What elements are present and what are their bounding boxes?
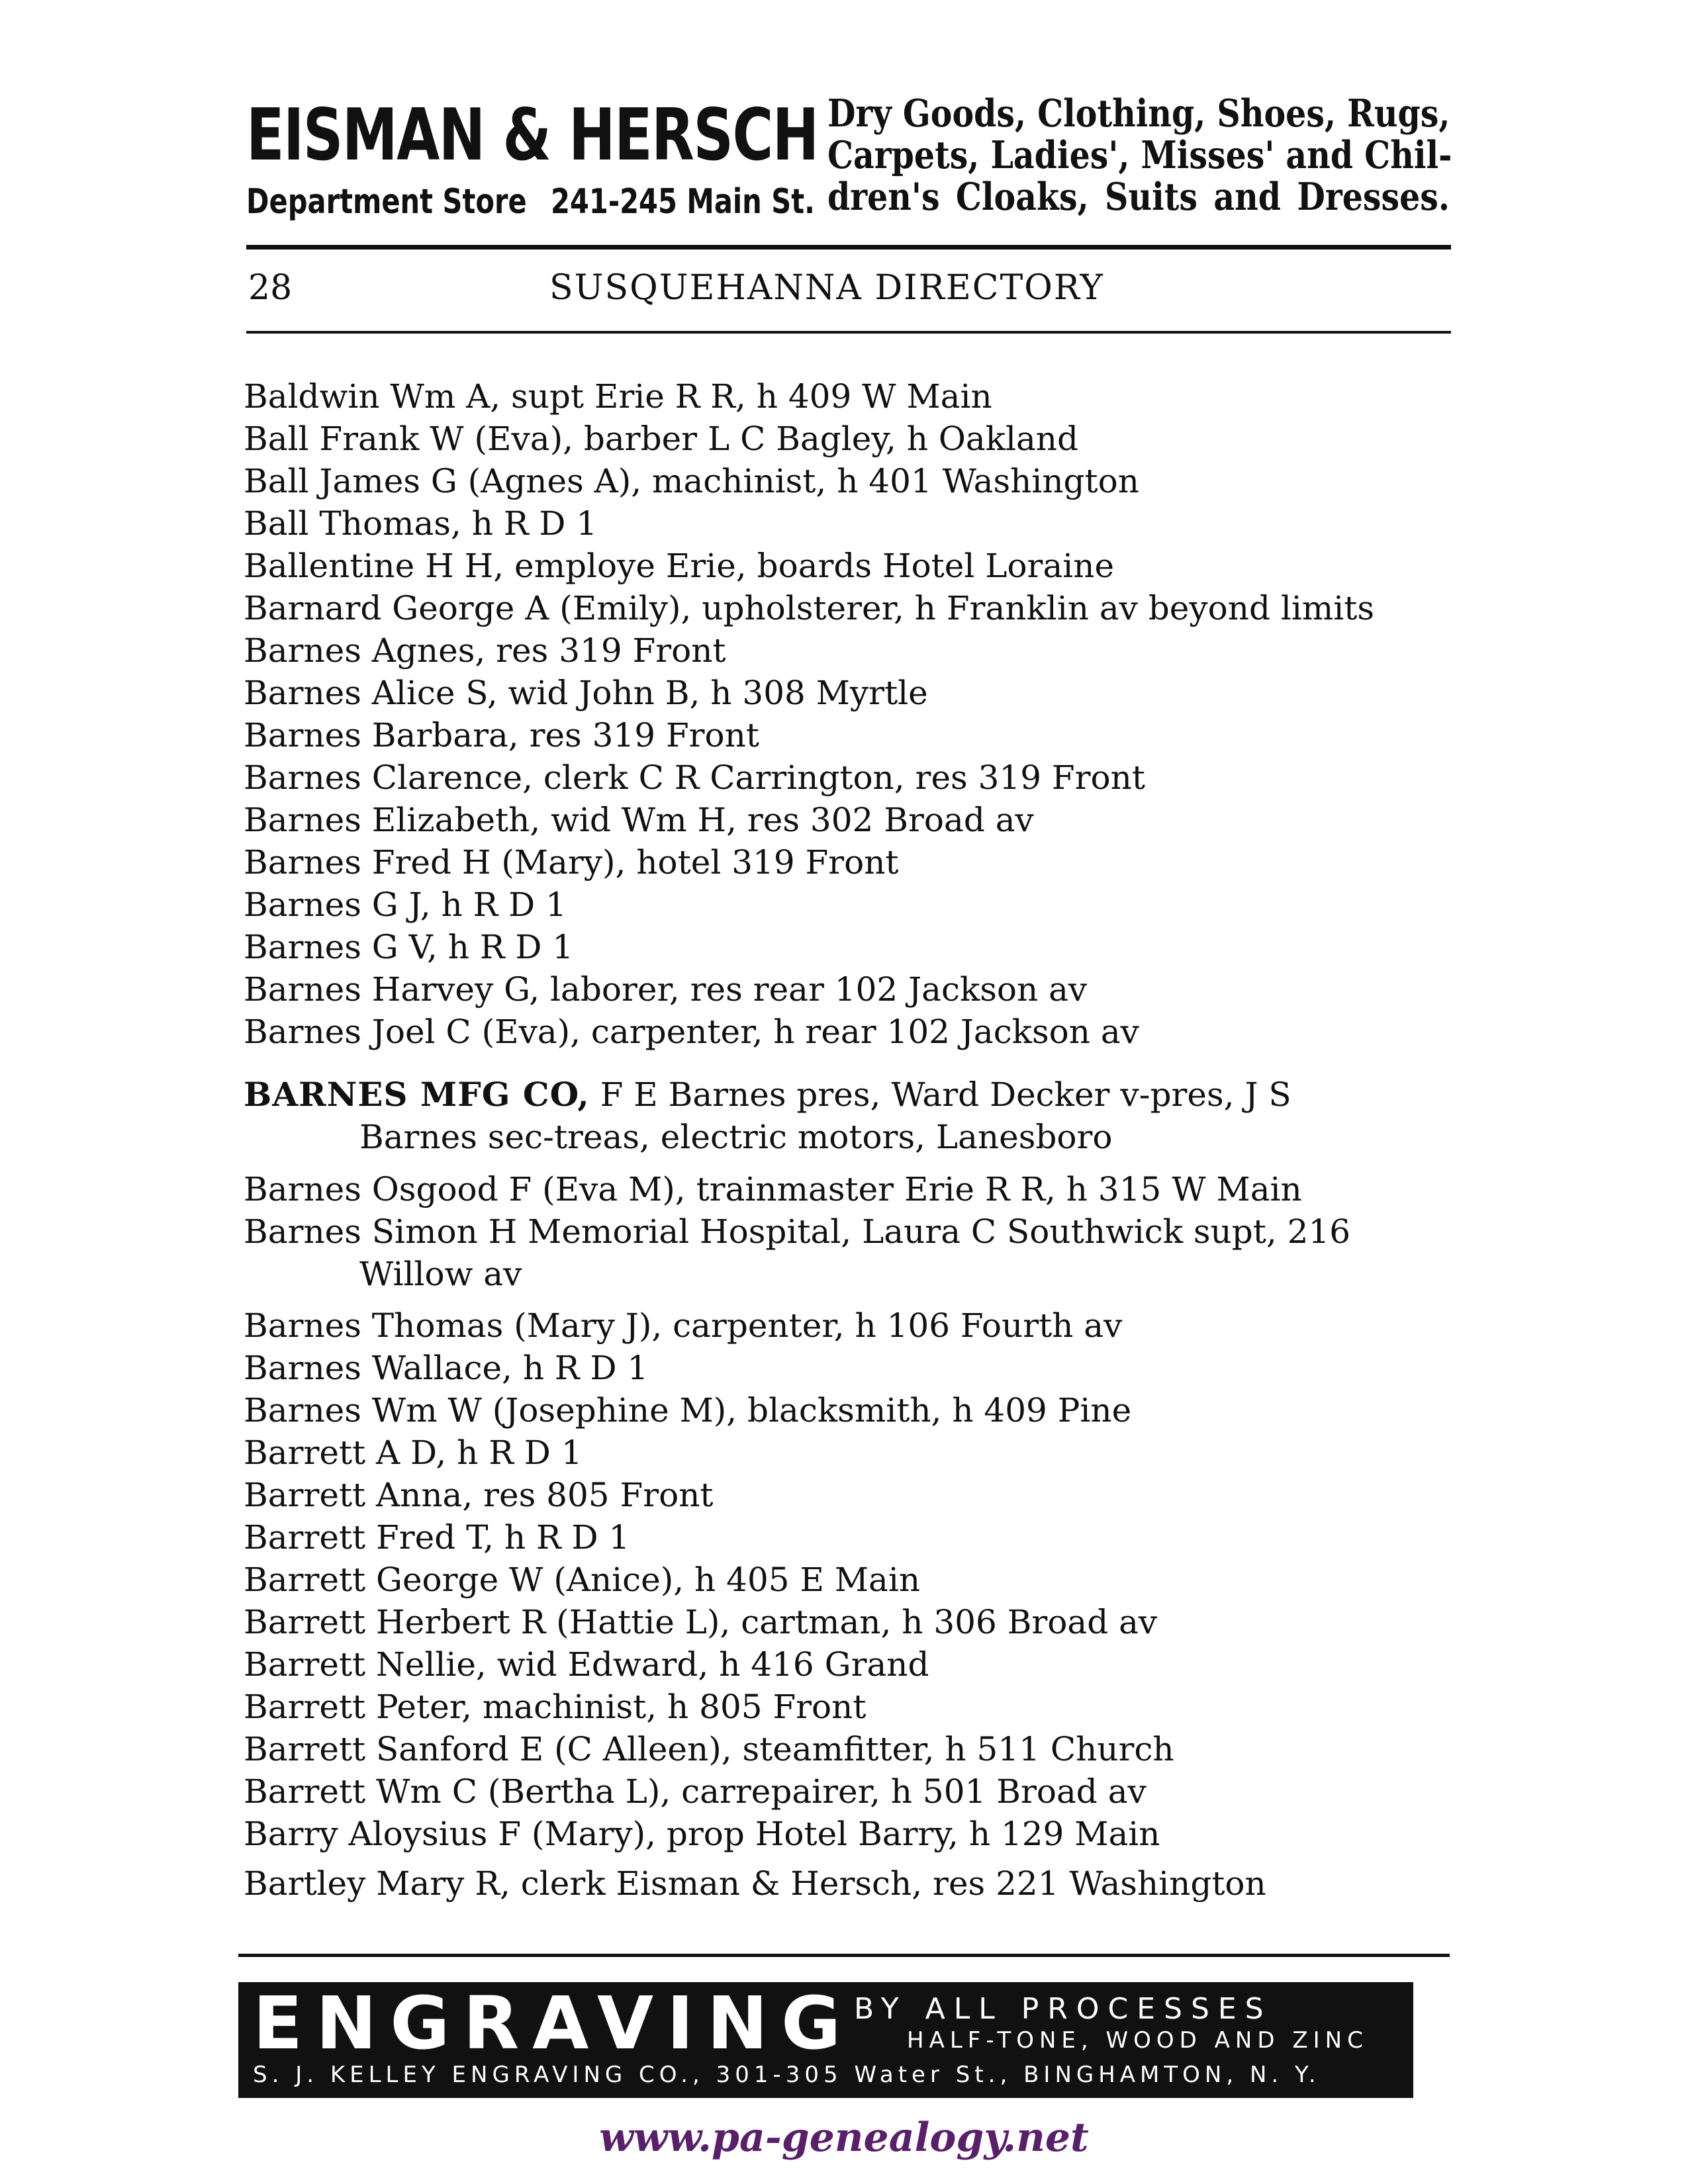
directory-entry: Barrett Sanford E (C Alleen), steamfitter, h 511 Church bbox=[244, 1730, 1174, 1768]
goods-line: Carpets, Ladies', Misses' and Chil- bbox=[827, 133, 1452, 177]
page-title: SUSQUEHANNA DIRECTORY bbox=[549, 268, 1104, 308]
engraving-advertisement bbox=[238, 1982, 1413, 2098]
directory-entry: Barnes Thomas (Mary J), carpenter, h 106 Fourth av bbox=[244, 1306, 1123, 1345]
directory-entry: Barnes Agnes, res 319 Front bbox=[244, 631, 726, 670]
goods-line: dren's Cloaks, Suits and Dresses. bbox=[827, 175, 1450, 219]
entry-continuation: Barnes sec-treas, electric motors, Lanesboro bbox=[359, 1118, 1113, 1156]
directory-entry: Ballentine H H, employe Erie, boards Hotel Loraine bbox=[244, 547, 1115, 585]
directory-entry: Barrett A D, h R D 1 bbox=[244, 1433, 583, 1472]
engraving-headline: ENGRAVING bbox=[253, 1982, 855, 2066]
directory-entry: Ball Thomas, h R D 1 bbox=[244, 504, 598, 543]
business-name: BARNES MFG CO, bbox=[244, 1075, 590, 1114]
directory-entry bbox=[244, 1210, 1455, 1295]
directory-entry: Ball Frank W (Eva), barber L C Bagley, h Oakland bbox=[244, 420, 1078, 458]
directory-entry: Barry Aloysius F (Mary), prop Hotel Barry, h 129 Main bbox=[244, 1815, 1160, 1853]
entry-continuation: Willow av bbox=[359, 1255, 522, 1293]
engraving-company: S. J. KELLEY ENGRAVING CO., 301-305 Water St., BINGHAMTON, N. Y. bbox=[253, 2062, 1321, 2088]
directory-entry: Bartley Mary R, clerk Eisman & Hersch, res 221 Washington bbox=[244, 1864, 1266, 1903]
directory-entry: Barnes Wallace, h R D 1 bbox=[244, 1349, 649, 1387]
directory-entry: Barrett Nellie, wid Edward, h 416 Grand bbox=[244, 1645, 929, 1684]
directory-entry: Barnes Joel C (Eva), carpenter, h rear 102 Jackson av bbox=[244, 1013, 1139, 1051]
store-type: Department Store bbox=[246, 182, 527, 222]
directory-entry: Barrett George W (Anice), h 405 E Main bbox=[244, 1561, 921, 1599]
entry-text: Barnes Simon H Memorial Hospital, Laura C Southwick supt, 216 bbox=[244, 1212, 1351, 1251]
directory-entry: Barnard George A (Emily), upholsterer, h Franklin av beyond limits bbox=[244, 589, 1374, 627]
directory-entry: Barnes Barbara, res 319 Front bbox=[244, 716, 759, 754]
directory-entry: Ball James G (Agnes A), machinist, h 401 Washington bbox=[244, 462, 1139, 500]
directory-entry: Barrett Fred T, h R D 1 bbox=[244, 1518, 630, 1557]
store-address: 241-245 Main St. bbox=[551, 182, 815, 222]
directory-entry: Barrett Wm C (Bertha L), carrepairer, h 501 Broad av bbox=[244, 1772, 1147, 1811]
directory-entry: Barnes Alice S, wid John B, h 308 Myrtle bbox=[244, 674, 928, 712]
directory-entry: Barnes Clarence, clerk C R Carrington, res 319 Front bbox=[244, 758, 1145, 797]
directory-entry: Barrett Herbert R (Hattie L), cartman, h 306 Broad av bbox=[244, 1603, 1158, 1641]
engraving-kinds: HALF-TONE, WOOD AND ZINC bbox=[907, 2027, 1368, 2054]
directory-entry: Barrett Anna, res 805 Front bbox=[244, 1476, 714, 1514]
directory-entry: Barnes Wm W (Josephine M), blacksmith, h 409 Pine bbox=[244, 1391, 1132, 1430]
directory-entry-featured bbox=[244, 1073, 1455, 1158]
entry-text: F E Barnes pres, Ward Decker v-pres, J S bbox=[589, 1075, 1291, 1114]
page-number: 28 bbox=[248, 268, 293, 308]
website-watermark: www.pa-genealogy.net bbox=[599, 2115, 1089, 2161]
directory-entry: Barnes Elizabeth, wid Wm H, res 302 Broad av bbox=[244, 801, 1034, 839]
store-name: EISMAN & HERSCH bbox=[246, 94, 818, 177]
directory-entry: Barnes G J, h R D 1 bbox=[244, 886, 567, 924]
directory-entry: Barnes Fred H (Mary), hotel 319 Front bbox=[244, 843, 899, 882]
directory-entry: Barnes G V, h R D 1 bbox=[244, 928, 574, 966]
directory-entry: Barnes Harvey G, laborer, res rear 102 Jackson av bbox=[244, 970, 1088, 1009]
footer-rule bbox=[238, 1954, 1450, 1957]
directory-entry: Baldwin Wm A, supt Erie R R, h 409 W Main bbox=[244, 377, 992, 416]
engraving-processes: BY ALL PROCESSES bbox=[854, 1992, 1272, 2026]
directory-entry: Barnes Osgood F (Eva M), trainmaster Erie R R, h 315 W Main bbox=[244, 1170, 1302, 1208]
directory-entry: Barrett Peter, machinist, h 805 Front bbox=[244, 1688, 867, 1726]
goods-line: Dry Goods, Clothing, Shoes, Rugs, bbox=[827, 91, 1450, 136]
